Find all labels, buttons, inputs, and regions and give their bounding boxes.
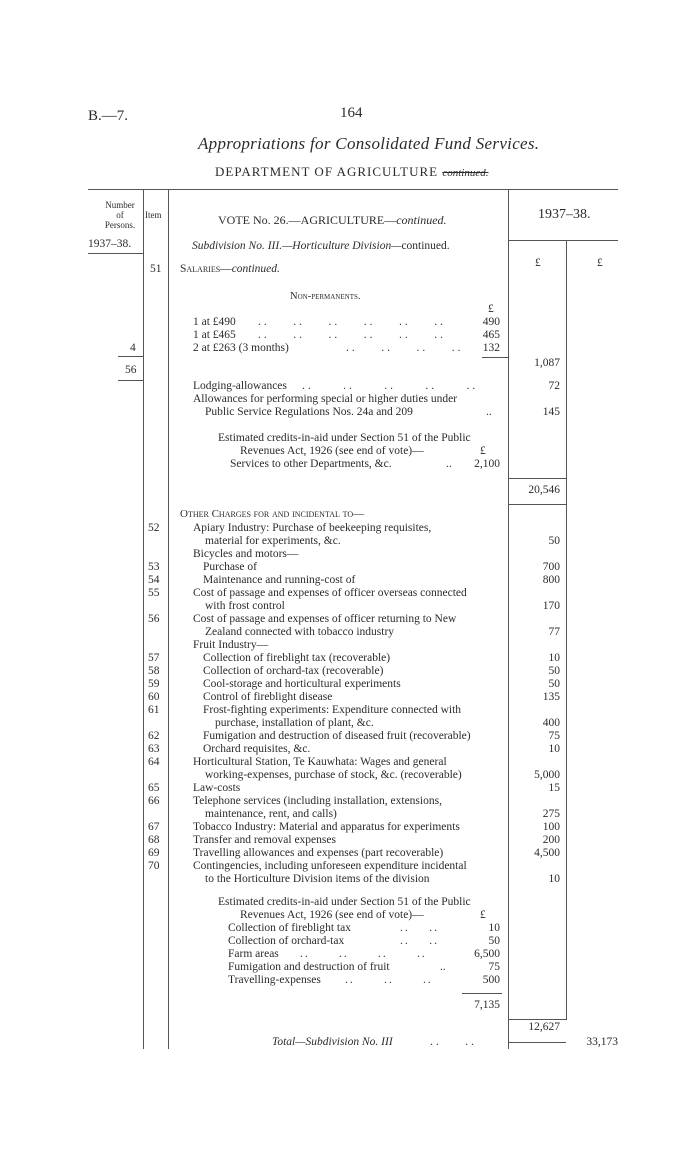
item-value: 10 xyxy=(548,652,560,664)
item-text: Frost-fighting experiments: Expenditure connected with xyxy=(203,704,462,716)
item-text: Transfer and removal expenses xyxy=(193,834,336,846)
item-text: Cost of passage and expenses of officer returning to New xyxy=(193,613,457,625)
other-credits-total: 7,135 xyxy=(474,999,500,1011)
dot-leader: .. xyxy=(486,406,492,418)
item-number: 52 xyxy=(148,522,160,534)
item-number: 56 xyxy=(148,613,160,625)
other-total-rule-top xyxy=(508,1019,566,1020)
item-value: 100 xyxy=(542,821,560,833)
subdivision-name: Subdivision No. III.—Horticulture Division— xyxy=(192,240,402,252)
item-value: 275 xyxy=(542,808,560,820)
year-header-rule xyxy=(508,240,618,241)
subdivision-title xyxy=(192,240,450,252)
item-value: 800 xyxy=(542,574,560,586)
dot-leader: .. xyxy=(440,961,446,973)
allowances-line-1: Allowances for performing special or higher duties under xyxy=(193,393,458,405)
item-text: Cool-storage and horticultural experiments xyxy=(203,678,401,690)
salaries-total-rule-bottom xyxy=(508,504,566,505)
item-number: 61 xyxy=(148,704,160,716)
other-credits-line-2: Revenues Act, 1926 (see end of vote)— xyxy=(240,909,424,921)
item-text: Collection of orchard-tax (recoverable) xyxy=(203,665,384,677)
other-credits-line-1: Estimated credits-in-aid under Section 51 of the Public xyxy=(218,896,471,908)
credits-sum-rule xyxy=(462,993,502,994)
item-number: 69 xyxy=(148,847,160,859)
column-rule-item xyxy=(168,189,169,1049)
item-text: purchase, installation of plant, &c. xyxy=(215,717,374,729)
dot-leader: .. .. .. .. xyxy=(300,948,427,960)
item-text: Orchard requisites, &c. xyxy=(203,743,311,755)
salary-row: 1 at £465 xyxy=(193,329,236,341)
item-value: 15 xyxy=(548,782,560,794)
vote-heading xyxy=(218,213,447,228)
item-text: Contingencies, including unforeseen expenditure incidental xyxy=(193,860,467,872)
salaries-credits-value: 2,100 xyxy=(474,458,500,470)
item-text: to the Horticulture Division items of the division xyxy=(205,873,430,885)
salaries-sum-rule xyxy=(482,357,508,358)
total-leader-rule xyxy=(508,1042,566,1043)
item-value: 400 xyxy=(542,717,560,729)
item-text: Law-costs xyxy=(193,782,241,794)
credit-label: Travelling-expenses xyxy=(228,974,321,986)
item-text: Maintenance and running-cost of xyxy=(203,574,356,586)
persons-column-header xyxy=(98,200,142,230)
lodging-value: 72 xyxy=(548,380,560,392)
credit-value: 75 xyxy=(488,961,500,973)
pound-sign-a: £ xyxy=(535,257,541,269)
item-value: 75 xyxy=(548,730,560,742)
item-value: 10 xyxy=(548,743,560,755)
dot-leader: .. .. .. .. xyxy=(346,342,464,354)
salaries-total-rule-top xyxy=(508,478,566,479)
item-value: 50 xyxy=(548,665,560,677)
item-number: 58 xyxy=(148,665,160,677)
vote-title: VOTE No. 26.—AGRICULTURE— xyxy=(218,213,397,227)
item-text: maintenance, rent, and calls) xyxy=(205,808,337,820)
item-number: 63 xyxy=(148,743,160,755)
item-value: 135 xyxy=(542,691,560,703)
page-title: Appropriations for Consolidated Fund Services. xyxy=(198,134,540,153)
department-name: DEPARTMENT OF AGRICULTURE xyxy=(215,164,439,179)
other-charges-heading: Other Charges for and incidental to— xyxy=(180,508,365,520)
salary-value: 132 xyxy=(482,342,500,354)
dot-leader: .. .. xyxy=(400,922,439,934)
item-number: 60 xyxy=(148,691,160,703)
dot-leader: .. .. xyxy=(430,1036,477,1048)
credit-label: Fumigation and destruction of fruit xyxy=(228,961,390,973)
credit-label: Farm areas xyxy=(228,948,279,960)
credit-value: 6,500 xyxy=(474,948,500,960)
credit-value: 500 xyxy=(482,974,500,986)
item-text: Apiary Industry: Purchase of beekeeping requisites, xyxy=(193,522,432,534)
salaries-total: 20,546 xyxy=(528,484,560,496)
item-text: Travelling allowances and expenses (part recoverable) xyxy=(193,847,444,859)
item-number: 70 xyxy=(148,860,160,872)
allowances-value: 145 xyxy=(542,406,560,418)
item-text: Control of fireblight disease xyxy=(203,691,333,703)
persons-rule xyxy=(118,356,143,357)
item-text: Tobacco Industry: Material and apparatus for experiments xyxy=(193,821,460,833)
dot-leader: .. .. xyxy=(400,935,439,947)
header-number: Number xyxy=(105,200,135,210)
persons-total: 56 xyxy=(125,364,137,376)
item-text: Cost of passage and expenses of officer overseas connected xyxy=(193,587,467,599)
lodging-label: Lodging-allowances xyxy=(193,380,287,392)
salaries-credits-line-2: Revenues Act, 1926 (see end of vote)— xyxy=(240,445,424,457)
item-value: 50 xyxy=(548,535,560,547)
item-text: Fumigation and destruction of diseased fruit (recoverable) xyxy=(203,730,471,742)
pound-sign-b: £ xyxy=(597,257,603,269)
header-of: of xyxy=(116,210,124,220)
item-value: 77 xyxy=(548,626,560,638)
salary-row: 2 at £263 (3 months) xyxy=(193,342,289,354)
department-continued: continued. xyxy=(442,167,489,179)
year-left-rule xyxy=(88,253,143,254)
item-column-header: Item xyxy=(145,210,162,220)
item-number: 65 xyxy=(148,782,160,794)
salaries-heading xyxy=(180,263,280,275)
persons-count: 4 xyxy=(130,342,136,354)
column-rule-description xyxy=(508,189,509,1049)
dot-leader: .. .. .. .. .. .. xyxy=(258,329,446,341)
item-value: 170 xyxy=(542,600,560,612)
dot-leader: .. .. .. xyxy=(345,974,433,986)
item-group: Fruit Industry— xyxy=(193,639,269,651)
subdivision-continued: continued. xyxy=(401,240,450,252)
salaries-subtotal: 1,087 xyxy=(534,357,560,369)
credit-label: Collection of fireblight tax xyxy=(228,922,351,934)
item-value: 10 xyxy=(548,873,560,885)
salaries-item-number: 51 xyxy=(150,263,162,275)
persons-total-rule xyxy=(118,380,143,381)
item-text: Collection of fireblight tax (recoverable) xyxy=(203,652,391,664)
salary-row: 1 at £490 xyxy=(193,316,236,328)
credit-value: 10 xyxy=(488,922,500,934)
vote-continued: continued. xyxy=(396,213,447,227)
item-number: 57 xyxy=(148,652,160,664)
dot-leader: .. xyxy=(446,458,452,470)
page-number: 164 xyxy=(340,105,363,121)
other-credits-pound: £ xyxy=(480,909,486,921)
dot-leader: .. .. .. .. .. xyxy=(302,380,479,392)
item-number: 62 xyxy=(148,730,160,742)
column-rule-persons xyxy=(143,189,144,1049)
item-value: 4,500 xyxy=(534,847,560,859)
item-value: 50 xyxy=(548,678,560,690)
salaries-pound: £ xyxy=(488,303,494,315)
item-value: 700 xyxy=(542,561,560,573)
other-charges-total: 12,627 xyxy=(528,1021,560,1033)
salaries-credits-line-1: Estimated credits-in-aid under Section 51 of the Public xyxy=(218,432,471,444)
subdivision-total-label: Total—Subdivision No. III xyxy=(272,1036,393,1048)
department-heading xyxy=(215,164,489,180)
year-left: 1937–38. xyxy=(88,238,132,250)
salary-value: 490 xyxy=(482,316,500,328)
salaries-label: Salaries— xyxy=(180,263,232,275)
item-number: 66 xyxy=(148,795,160,807)
item-text: material for experiments, &c. xyxy=(205,535,341,547)
year-column-header: 1937–38. xyxy=(538,207,591,222)
item-value: 5,000 xyxy=(534,769,560,781)
item-text: with frost control xyxy=(205,600,285,612)
item-number: 67 xyxy=(148,821,160,833)
item-number: 53 xyxy=(148,561,160,573)
dot-leader: .. .. .. .. .. .. xyxy=(258,316,446,328)
item-text: Telephone services (including installation, extensions, xyxy=(193,795,442,807)
header-persons: Persons. xyxy=(104,220,136,230)
credit-label: Collection of orchard-tax xyxy=(228,935,345,947)
item-number: 54 xyxy=(148,574,160,586)
credit-value: 50 xyxy=(488,935,500,947)
item-group: Bicycles and motors— xyxy=(193,548,299,560)
salaries-credits-pound: £ xyxy=(480,445,486,457)
non-permanents-heading: Non-permanents. xyxy=(290,291,361,302)
salaries-continued: continued. xyxy=(231,263,280,275)
allowances-line-2: Public Service Regulations Nos. 24a and 209 xyxy=(205,406,413,418)
salary-value: 465 xyxy=(482,329,500,341)
item-text: Purchase of xyxy=(203,561,257,573)
item-number: 59 xyxy=(148,678,160,690)
column-rule-amount xyxy=(566,240,567,1020)
item-number: 55 xyxy=(148,587,160,599)
item-value: 200 xyxy=(542,834,560,846)
item-text: working-expenses, purchase of stock, &c. (recoverable) xyxy=(205,769,462,781)
item-number: 68 xyxy=(148,834,160,846)
salaries-credits-line-3: Services to other Departments, &c. xyxy=(230,458,392,470)
item-text: Zealand connected with tobacco industry xyxy=(205,626,395,638)
grand-total: 33,173 xyxy=(586,1036,618,1048)
item-number: 64 xyxy=(148,756,160,768)
item-text: Horticultural Station, Te Kauwhata: Wages and general xyxy=(193,756,447,768)
document-reference: B.—7. xyxy=(88,108,129,124)
